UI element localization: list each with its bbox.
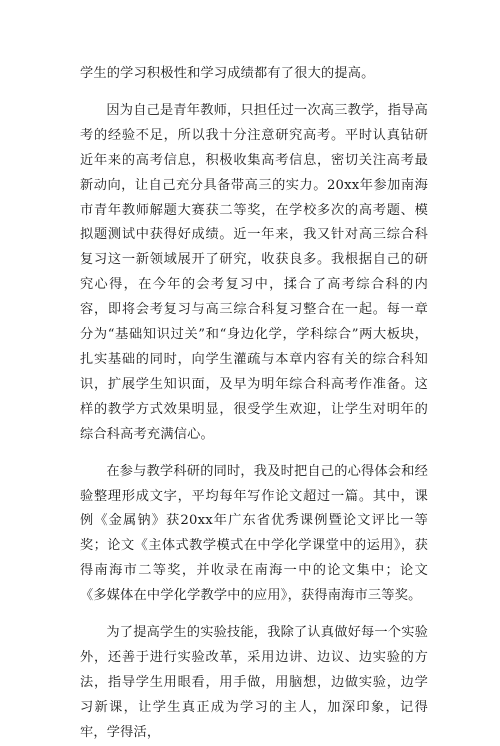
paragraph-continuation: 学生的学习积极性和学习成绩都有了很大的提高。 <box>80 66 375 81</box>
paragraph-papers-awards: 在参与教学科研的同时，我及时把自己的心得体会和经验整理形成文字，平均每年写作论文超过一篇。其中，课例《金属钠》获20xx年广东省优秀课例暨论文评比一等奖；论文《主体式教学模式在中学化学课堂中的运用》，获得南海市二等奖，并收录在南海一中的论文集中；论文《多媒体在中学化学教学中的应用》，获得南海市三等奖。 <box>80 463 428 604</box>
paragraph-experiment-skills: 为了提高学生的实验技能，我除了认真做好每一个实验外，还善于进行实验改革，采用边讲、边议、边实验的方法，指导学生用眼看，用手做，用脑想，边做实验，边学习新课，让学生真正成为学习的主人，加深印象，记得牢，学得活， <box>80 625 428 740</box>
document-body <box>80 62 428 746</box>
paragraph-gaokao-research: 因为自己是青年教师，只担任过一次高三教学，指导高考的经验不足，所以我十分注意研究高考。平时认真钻研近年来的高考信息，积极收集高考信息，密切关注高考最新动向，让自己充分具备带高三的实力。20xx年参加南海市青年教师解题大赛获二等奖，在学校多次的高考题、模拟题测试中获得好成绩。近一年来，我又针对高三综合科复习这一新领域展开了研究，收获良多。我根据自己的研究心得，在今年的会考复习中，揉合了高考综合科的内容，即将会考复习与高三综合科复习整合在一起。每一章分为“基础知识过关”和“身边化学，学科综合”两大板块，扎实基础的同时，向学生灌疏与本章内容有关的综合科知识，扩展学生知识面，及早为明年综合科高考作准备。这样的教学方式效果明显，很受学生欢迎，让学生对明年的综合科高考充满信心。 <box>80 102 428 442</box>
